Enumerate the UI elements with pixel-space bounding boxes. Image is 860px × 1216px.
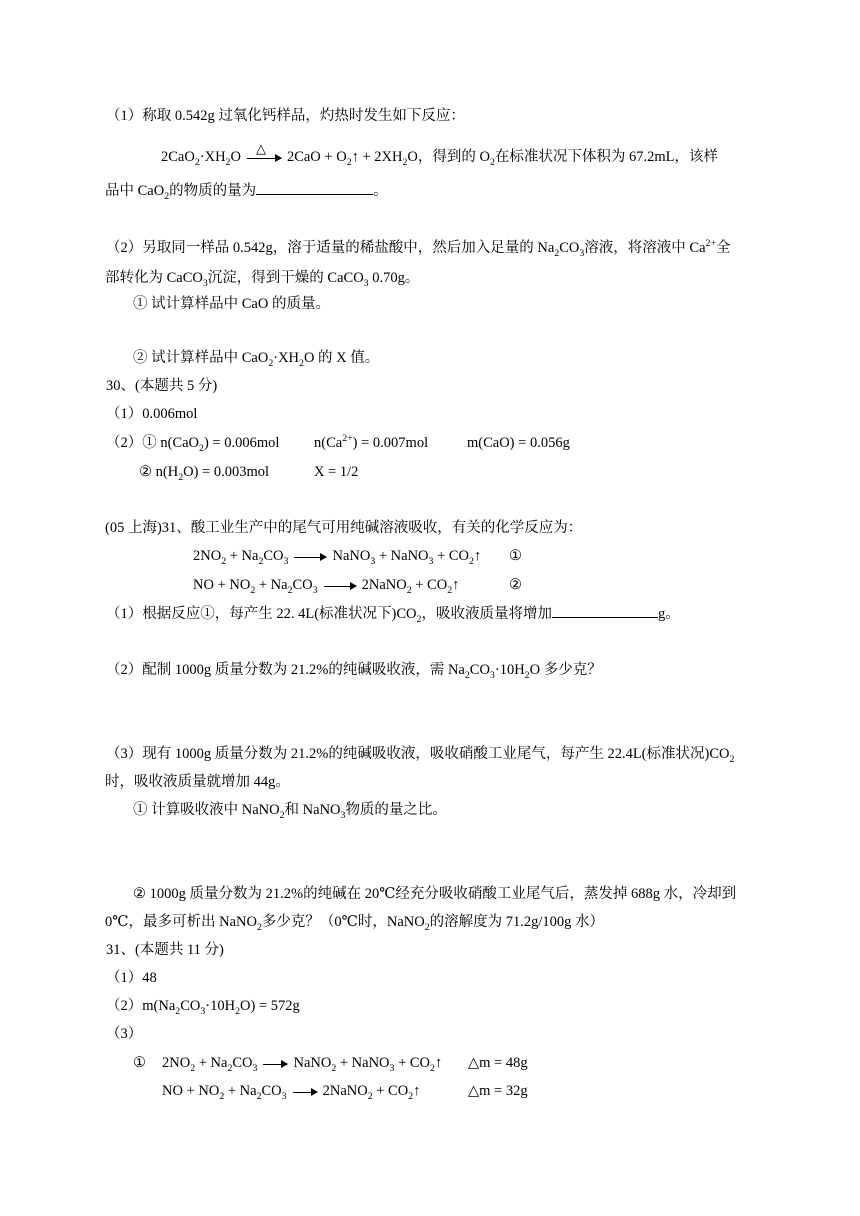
q29-line2: 品中 CaO$_2$的物质的量为 。 — [105, 180, 388, 201]
answer31-eq1-dm: △m = 48g — [468, 1055, 528, 1071]
q31-reaction1: $2NO_2 + Na_2CO_3$ NaNO$_3$ + NaNO$_3$ + $CO_2↑$ — [193, 548, 482, 567]
reaction-arrow-icon — [263, 1057, 287, 1071]
q31-part3-line2: 时，吸收液质量就增加 44g。 — [105, 774, 290, 790]
reaction-arrow-icon — [324, 579, 356, 593]
answer31-line1: （1）48 — [106, 970, 157, 986]
q31-reaction2: NO + $NO_2 + Na_2CO_3$ 2NaNO$_2$ + $CO_2↑$ — [193, 577, 460, 596]
answer30-cao: m(CaO) = 0.056g — [467, 435, 570, 451]
answer31-title: 31、(本题共 11 分) — [106, 942, 224, 958]
heat-arrow-icon: △ — [247, 151, 281, 165]
answer30-line2: （2）① n(CaO$_2$) = 0.006mol — [106, 435, 280, 454]
answer31-eq2-dm: △m = 32g — [468, 1083, 528, 1099]
q29-equation: $2CaO_2\cdot XH_2O$ △ $2CaO + O_2↑ + 2XH_2O$，得到的 $O_2$在标准状况下体积为 67.2mL，该样 — [161, 141, 719, 168]
answer30-title: 30、(本题共 5 分) — [106, 378, 218, 394]
answer30-line1: （1）0.006mol — [106, 406, 198, 422]
answer-blank[interactable] — [256, 180, 373, 195]
answer31-eq1-number: ① — [133, 1055, 146, 1071]
q29-part2-line2: 部转化为 CaCO$_3$沉淀，得到干燥的 CaCO$_3$ 0.70g。 — [105, 270, 420, 289]
reaction1-number: ① — [509, 548, 522, 564]
reaction-arrow-icon — [293, 1085, 317, 1099]
q29-part1-text: （1）称取 0.542g 过氧化钙样品，灼热时发生如下反应： — [106, 108, 465, 124]
answer31-eq1: $2NO_2 + Na_2CO_3$ NaNO$_2$ + NaNO$_3$ + $CO_2↑$ — [162, 1055, 443, 1074]
answer31-eq2: NO + $NO_2 + Na_2CO_3$ 2NaNO$_2$ + $CO_2↑$ — [162, 1083, 421, 1102]
reaction-arrow-icon — [294, 550, 326, 564]
answer30-line3: ② $n(H_2O) = 0.003mol$ — [139, 464, 270, 483]
answer31-line3: （3） — [106, 1026, 143, 1042]
q31-sub1: ① 计算吸收液中 NaNO$_2$和 NaNO$_3$物质的量之比。 — [133, 802, 447, 821]
q31-part1: （1）根据反应①，每产生 22. 4L(标准状况下)$CO_2$，吸收液质量将增加 g。 — [106, 603, 680, 624]
answer-blank[interactable] — [552, 603, 658, 618]
reaction2-number: ② — [509, 577, 522, 593]
q29-sub2: ② 试计算样品中 $CaO_2\cdot XH_2O$ 的 X 值。 — [133, 350, 380, 369]
q31-sub2-line2: 0℃，最多可析出 NaNO$_2$多少克？（0℃时，NaNO$_2$的溶解度为 71.2g/100g 水） — [105, 914, 605, 933]
q31-part2: （2）配制 1000g 质量分数为 21.2%的纯碱吸收液，需 $Na_2CO_3\cdot 10H_2O$ 多少克？ — [106, 662, 602, 681]
q31-intro: (05 上海)31、酸工业生产中的尾气可用纯碱溶液吸收，有关的化学反应为： — [105, 520, 583, 536]
answer30-x: X = 1/2 — [314, 464, 359, 480]
q31-part3-line1: （3）现有 1000g 质量分数为 21.2%的纯碱吸收液，吸收硝酸工业尾气，每产生 22.4L(标准状况)$CO_2$ — [106, 746, 735, 765]
answer30-ca: $n(Ca^{2+}) = 0.007mol$ — [314, 433, 429, 451]
q31-sub2-line1: ② 1000g 质量分数为 21.2%的纯碱在 20℃经充分吸收硝酸工业尾气后，蒸发掉 688g 水，冷却到 — [133, 886, 737, 902]
answer31-line2: $(2)m(Na_2CO_3\cdot 10H_2O) = 572g$ — [106, 998, 300, 1017]
q29-sub1: ① 试计算样品中 CaO 的质量。 — [133, 296, 330, 312]
q29-part2-line1: （2）另取同一样品 0.542g，溶于适量的稀盐酸中，然后加入足量的 $Na_2CO_3$溶液，将溶液中 $Ca^{2+}$全 — [106, 238, 731, 259]
